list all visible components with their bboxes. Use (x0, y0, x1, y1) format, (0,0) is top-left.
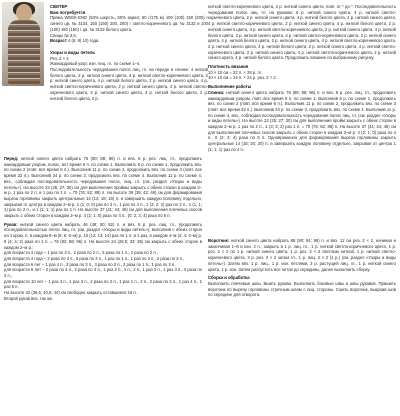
sleeve-row: для возраста 8 лет – 2 раза по 4 п., 2 раза по 3 п., 1 раз 2 п., 1 п., 2 п., 1 раз 2 п., 1 раз 3 п., 3 раза по 3 п., (4, 267, 202, 279)
assembly-heading: Сборка и обработка (208, 275, 250, 281)
sleeve-label: Рукав: (4, 221, 18, 227)
materials-heading: Вам потребуется (50, 9, 86, 15)
patterns-stockinette: Жаккардовый узор: изн. лиц. гл. по схеме 1–4. (50, 61, 141, 67)
density-line-1: 10 × 10 см = 22 п. × 28 р. гл. (208, 69, 263, 75)
stripe-sequence-text: ниткой светло-коричневого цвета, 2 р. ниткой синего цвета, повт. от * до *. Последовательность чередования полос лиц. гл. на рукавах: 6 р. ниткой синего цвета, 4 р. ниткой светло-коричневого цвета, 2 р. ниткой синего цвета, 4 р. ниткой белого цвета, 2 р. ниткой синего цвета, 4 р. ниткой светло-коричневого цвета, 2 р. ниткой синего цвета, 4 р. ниткой белого цвета, 2 р. ниткой синего цвета, 4 р. ниткой светло-коричневого цвета, 2 р. ниткой синего цвета, 4 р. ниткой белого цвета, 2 р. ниткой синего цвета, 4 р. ниткой светло-коричневого цвета, 2 р. ниткой синего цвета, 4 р. ниткой белого цвета, 2 р. ниткой синего цвета, 4 р. ниткой светло-коричневого цвета, 2 р. ниткой синего цвета, 4 р. ниткой белого цвета, 2 р. ниткой синего цвета, 4 р. ниткой светло-коричневого цвета, 2 р. ниткой синего цвета, 4 р. ниткой светло-коричневого цвета, 2 р. ниткой синего цвета, 4 р. ниткой белого цвета. Продолжить вязание по выбранному рисунку. (208, 4, 396, 61)
work-heading: Выполнение работы (208, 84, 252, 90)
front-section (4, 156, 202, 219)
sleeve-row: для возраста 4 года – 1 раз по 3 п., 2 раза по 2 п., 3 раза по 1 п., 2 раза по 2 п., (4, 250, 159, 256)
sleeve-row: Второй рукав вяз. так же. (4, 295, 54, 301)
collar-text: ниткой синего цвета набрать 88 (90; 94; 98) п. и вяз. 12 см рез. 2 × 2, начиная и заканчивая 1–й и изн. 2 п., закрыть в 1 р. лиц. гл., 1 р. ниткой светло-коричневого цвета, 1 р. рез. 2 × 2 по 1 р. ниткой синего цвета, 1 р. рез. 2 × 2 светлым ниткой, 1 р. ниткой светло-коричневого цвета, 3 р. рез. 2 × 2 затем гл., 1 р. лиц. 2 × 2 (1 р.) (см. раздел «Узоры и виды петель»). Затем вяз. 1 р. лиц., 1 р. изн. петлями, 3 р. растущей лиц. гл., 1 р. ниткой синего цвета, 1 р. изн. Затем распустить все петли до середины, далее выполнить сборку. (208, 238, 396, 272)
right-lower-column (208, 238, 396, 298)
back-section (208, 90, 396, 153)
needles-text: Спицы № 3,5. (50, 32, 77, 38)
age-value: 4 (6; 8) 10) года. (68, 38, 100, 44)
back-text: ниткой синего цвета набрать 76 (88; 88; 96) п. и вяз. 6 р. рез. лиц. гл., продолжить жаккардовым узором, повт. все время 6 п. по схеме 1. Выполнив 6 р. по схеме 1, продолжить вяз. по схеме 2 (повт. все время 8 п.). Выполнив 11 р. по схеме 2, продолжить вяз. по схеме 3 (повт. все время 32 п.). Выполнив 34 р. по схеме 3, продолжить вяз. по схеме 4. Выполнив 11 р. по схеме 4, вяз., соблюдая последовательность чередования полос лиц. гл. (см. раздел «Узоры и виды петель»). На высоте 23 (25; 27; 30) см для выполнения пройм закрыть с обеих сторон в каждом 2–м р. 1 раз по 2 п., 1 (3; 3; 2) раз 1 п. = 70 (76; 82; 88) п. На высоте 37 (41; 44; 48) см для выполнения плечевых скосов закрыть с обеих сторон в каждом 2–м р. 4 (2; 1; 0) раза по 4 п., 0 (2; 3; 4) раза по 5 п. Одновременно для формирования выреза горловины закрыть центральные 14 (18; 20; 20) п. и завершить каждую половину отдельно, закрывая от центра 1 (1; 1; 1) раз по 4 п. (208, 89, 396, 152)
left-column (50, 4, 208, 101)
front-text: ниткой синего цвета набрать 76 (90; 88; 96) п. и вяз. 6 р. рез. лиц. гл., продолжить жаккардовым узором, полос, вот время 6 п. по схеме 1. Выполнить 6 р. по схеме 1, продолжить вяз. по схеме 2 (повт. вся время 8 п.). Выполнив 11 р. по схеме 2, продолжить вяз. по схеме 3 (повт. все время 32 п.). Выполнив 34 р. по схеме 3, продолжить вяз. по схеме 4. Выполнив 11 р. по схеме 4, вяз., соблюдая последовательность чередования полос, лиц. гл. (см. раздел «Узоры и виды петель»). На высоте 23 (25; 27; 30) см для выполнения проймы закрыть с обеих сторон в каждом 2–м р. 1 раз по 2 п. и 1 раз по 1 п. = 70 (76; 82; 88) п. На высоте 39 (39; 42; 46) см для формирования выреза горловины закрыть центральные 14 (14; 18; 18) п. и завершить каждую половину отдельно, закрывая от центра в каждом 2–м р. 1 (1; 0; 0) раз по 3 п., 1 раз по 4 п., 1 (3; 2; 2) раз по 3 п., 1 (1; 1; 1) раз по 2 п., и 1 (1; 1; 1) раз по 1 п. На высоте 37 (41; 44; 48) см для выполнения плечевых скосов закрыть с обеих сторон в каждом 2–м р. 4 (2; 1; 0) раза по 4 п., (0; 2; 3; 4) раза по 5 п. (4, 156, 202, 219)
assembly-text: Выполнить плечевые швы. Вшить рукава. Выполнить боковые швы и швы рукавов. Пришить воротник по вырезу горловины строчным швом с лиц. стороны. Сшить воротник, выкроив шов по середине для отворота. (208, 280, 396, 298)
age-label: Возраст (50, 38, 67, 44)
patterns-rib: Рез. 2 × 2 (50, 55, 69, 61)
sleeve-row: для возраста 4 года – 2 раза по 3 п., 3 раза по 2 п., 1 раз по 1 п., 1 раз по 2 п., 2 раза по 3 п., (4, 255, 185, 261)
sleeve-section (4, 222, 202, 251)
front-label: Перед: (4, 156, 19, 161)
sleeve-row: На высоте 32 (36,5; 40,5; 44) см свободно закрыть оставшиеся 16 п. (4, 290, 137, 296)
front-sleeve-column (4, 156, 202, 302)
model-photo-icon (2, 2, 44, 86)
patterns-sequence: Последовательность чередования полос лиц. гл. на переде и спинке: 4 ниткой белого цвета, 2 р. ниткой синего цвета, 4 р. ниткой светло-коричневого цвета, 2 р. ниткой синего цвета, 4 р. ниткой белого цвета, 2 р. ниткой синего цвета, 4 р. ниткой светло-коричневого цвета, 2 р. ниткой синего цвета, 4 р. ниткой светло-коричневого цвета, 2 р. ниткой синего цвета, 4 р. ниткой белого цвета, 2 р. ниткой белого цвета, 2 р. (50, 67, 208, 101)
photo-sweater (8, 20, 40, 84)
right-column (208, 4, 396, 153)
sleeve-text: ниткой синего цвета набрать 46 (48; 50; 52) п. и вяз. 6 р. рез. лиц. гл., продолжить последовательностью полос лиц. гл. (см. раздел «Узоры и виды петель»), выполнив с обеих сторон на 1 кром. п. в каждом 8–м (6; 6; 6–м) р. 10 (12; 13; 14) раз по 1 п. и 1 раз, в каждом 4–м (4; 4; 4–м) р. 8 (4; 4; 2) раза по 1 п. = 76 (82; 88; 96) п. На высоте 24 (28,5; 33; 35) см закрыть с обеих сторон в каждом 2–м р.: (4, 221, 202, 250)
sleeve-row: для возраста 6 лет – 1 раз 4 п., 3 раза по 3 п., 3 раза по 2 п., 2 раза по 1 п., 1 раз по 2 п., (4, 261, 177, 267)
materials-text: Пряжа WEEK-END (53% шерсть, 50% акрил; 50 г/175 м) 100 (100) 150 (200) г синего цв. № 3134, 150 (150) 200, 200) г светло-коричневого цв. № 3132 и 100 (100) 150 (150) г цв. № 3133 белого цвета. (50, 15, 208, 32)
density-line-2: 10 × 10 см = 24 п. × 24 р. рез. 2 × 2. (208, 75, 277, 81)
sleeve-row: для возраста 10 лет – 1 раз 4 п., 1 раз 3 п., 2 раза по 2 п., 1 раз 1 п., 2 п., 2 раза по 3 п., 1 раз 4 п., 1 раз 5 п. (4, 278, 202, 290)
density-heading: Плотность вязания (208, 64, 249, 70)
patterns-heading: Узоры и виды петель (50, 49, 95, 55)
garment-title: СВИТЕР (50, 4, 68, 9)
collar-label: Воротник: (208, 238, 230, 243)
back-label: Спинка: (208, 89, 225, 95)
collar-section (208, 238, 396, 272)
